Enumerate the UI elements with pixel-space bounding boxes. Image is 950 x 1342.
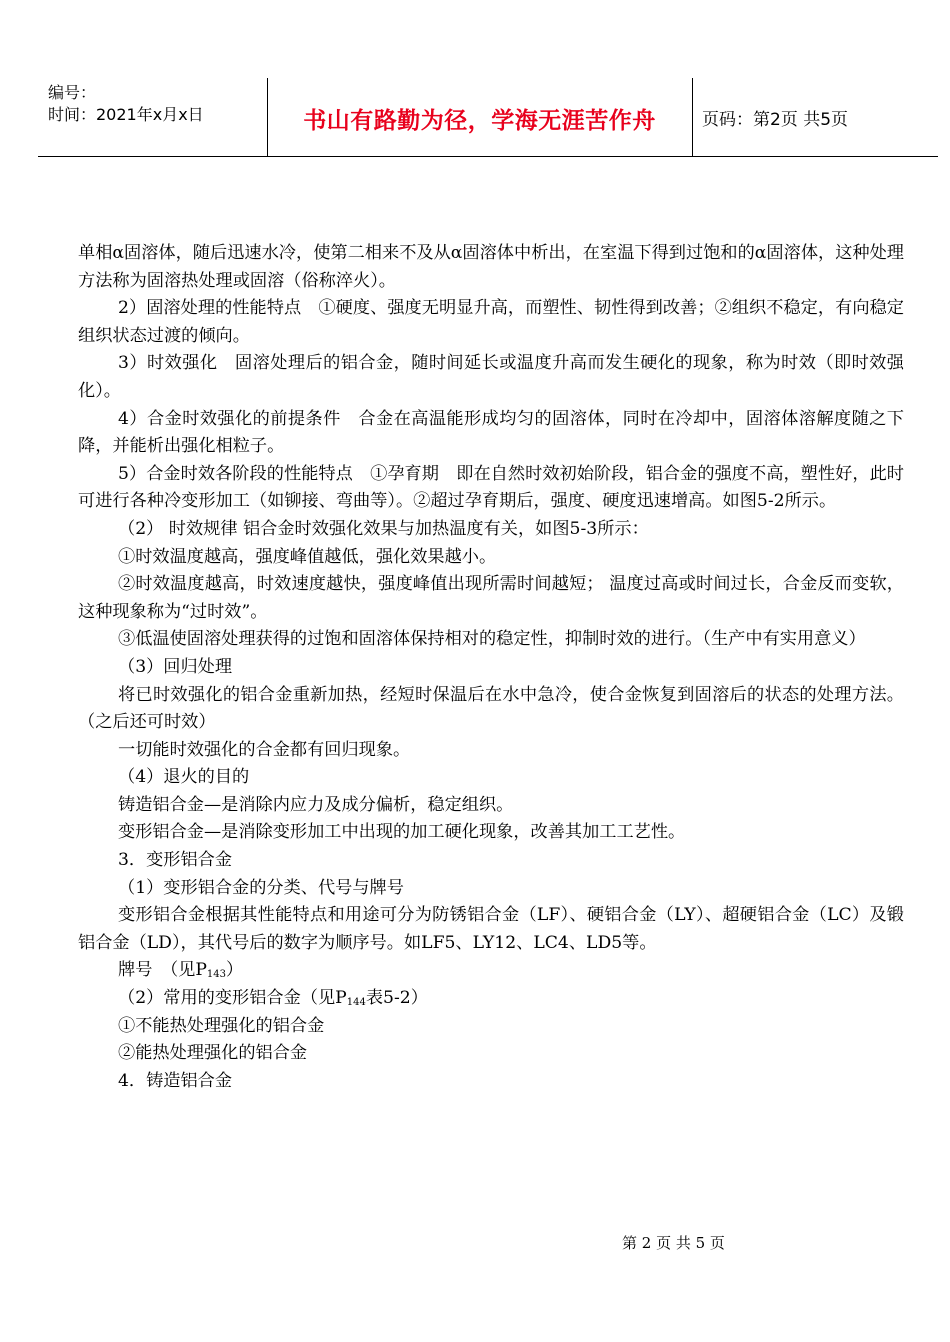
paragraph: ③低温使固溶处理获得的过饱和固溶体保持相对的稳定性，抑制时效的进行。（生产中有实用意义） — [118, 629, 866, 650]
paragraph: 5）合金时效各阶段的性能特点 ①孕育期 即在自然时效初始阶段，铝合金的强度不高，塑性好，此时可进行各种冷变形加工（如铆接、弯曲等）。②超过孕育期后，强度、硬度迅速增高。如图5-2所示。 — [78, 463, 904, 512]
brand-tail: ） — [226, 960, 244, 981]
paragraph: 变形铝合金—是消除变形加工中出现的加工硬化现象，改善其加工工艺性。 — [118, 822, 686, 843]
section-heading: 4．铸造铝合金 — [118, 1070, 233, 1091]
header-motto-cell — [267, 78, 693, 156]
paragraph: 变形铝合金根据其性能特点和用途可分为防锈铝合金（LF）、硬铝合金（LY）、超硬铝合金（LC）及锻铝合金（LD），其代号后的数字为顺序号。如LF5、LY12、LC4、LD5等。 — [78, 905, 904, 953]
common-tail: 表5-2） — [365, 988, 428, 1009]
paragraph: （3）回归处理 — [118, 656, 233, 677]
motto: 书山有路勤为径，学海无涯苦作舟 — [303, 108, 656, 134]
header-meta-cell — [38, 78, 268, 156]
section-heading: 3．变形铝合金 — [118, 850, 233, 871]
common-text: （2）常用的变形铝合金（见P — [118, 988, 347, 1009]
date-label: 时间：2021年x月x日 — [48, 105, 204, 124]
paragraph: （1）变形铝合金的分类、代号与牌号 — [118, 877, 404, 898]
paragraph: 2）固溶处理的性能特点 ①硬度、强度无明显升高，而塑性、韧性得到改善；②组织不稳定，有向稳定组织状态过渡的倾向。 — [78, 298, 904, 346]
paragraph: （2） 时效规律 铝合金时效强化效果与加热温度有关，如图5-3所示： — [118, 518, 649, 539]
document-body — [78, 240, 904, 1095]
common-alloys-line — [78, 985, 904, 1013]
document-header — [38, 78, 938, 157]
paragraph: 3）时效强化 固溶处理后的铝合金，随时间延长或温度升高而发生硬化的现象，称为时效（即时效强化）。 — [78, 353, 904, 401]
paragraph: ②能热处理强化的铝合金 — [118, 1043, 308, 1064]
paragraph: ①时效温度越高，强度峰值越低，强化效果越小。 — [118, 546, 497, 567]
brand-line — [78, 957, 904, 985]
code-label: 编号： — [48, 83, 97, 102]
header-page-cell — [692, 78, 938, 156]
common-page-sub: 144 — [346, 997, 366, 1009]
paragraph: 一切能时效强化的合金都有回归现象。 — [118, 739, 411, 760]
paragraph: ②时效温度越高，时效速度越快，强度峰值出现所需时间越短； 温度过高或时间过长，合金反而变软，这种现象称为“过时效”。 — [78, 574, 904, 622]
paragraph: 4）合金时效强化的前提条件 合金在高温能形成均匀的固溶体，同时在冷却中，固溶体溶解度随之下降，并能析出强化相粒子。 — [78, 408, 904, 457]
brand-text: 牌号 （见P — [118, 960, 207, 981]
paragraph: 单相α固溶体，随后迅速水冷，使第二相来不及从α固溶体中析出，在室温下得到过饱和的α固溶体，这种处理方法称为固溶热处理或固溶（俗称淬火）。 — [78, 243, 904, 291]
footer-page-number: 第 2 页 共 5 页 — [622, 1234, 725, 1252]
paragraph: ①不能热处理强化的铝合金 — [118, 1015, 325, 1036]
paragraph: 铸造铝合金—是消除内应力及成分偏析，稳定组织。 — [118, 794, 514, 815]
page-label: 页码：第2页 共5页 — [702, 110, 849, 130]
paragraph: （4）退火的目的 — [118, 767, 250, 788]
paragraph: 将已时效强化的铝合金重新加热，经短时保温后在水中急冷，使合金恢复到固溶后的状态的处理方法。（之后还可时效） — [78, 684, 904, 733]
brand-page-sub: 143 — [206, 969, 226, 981]
